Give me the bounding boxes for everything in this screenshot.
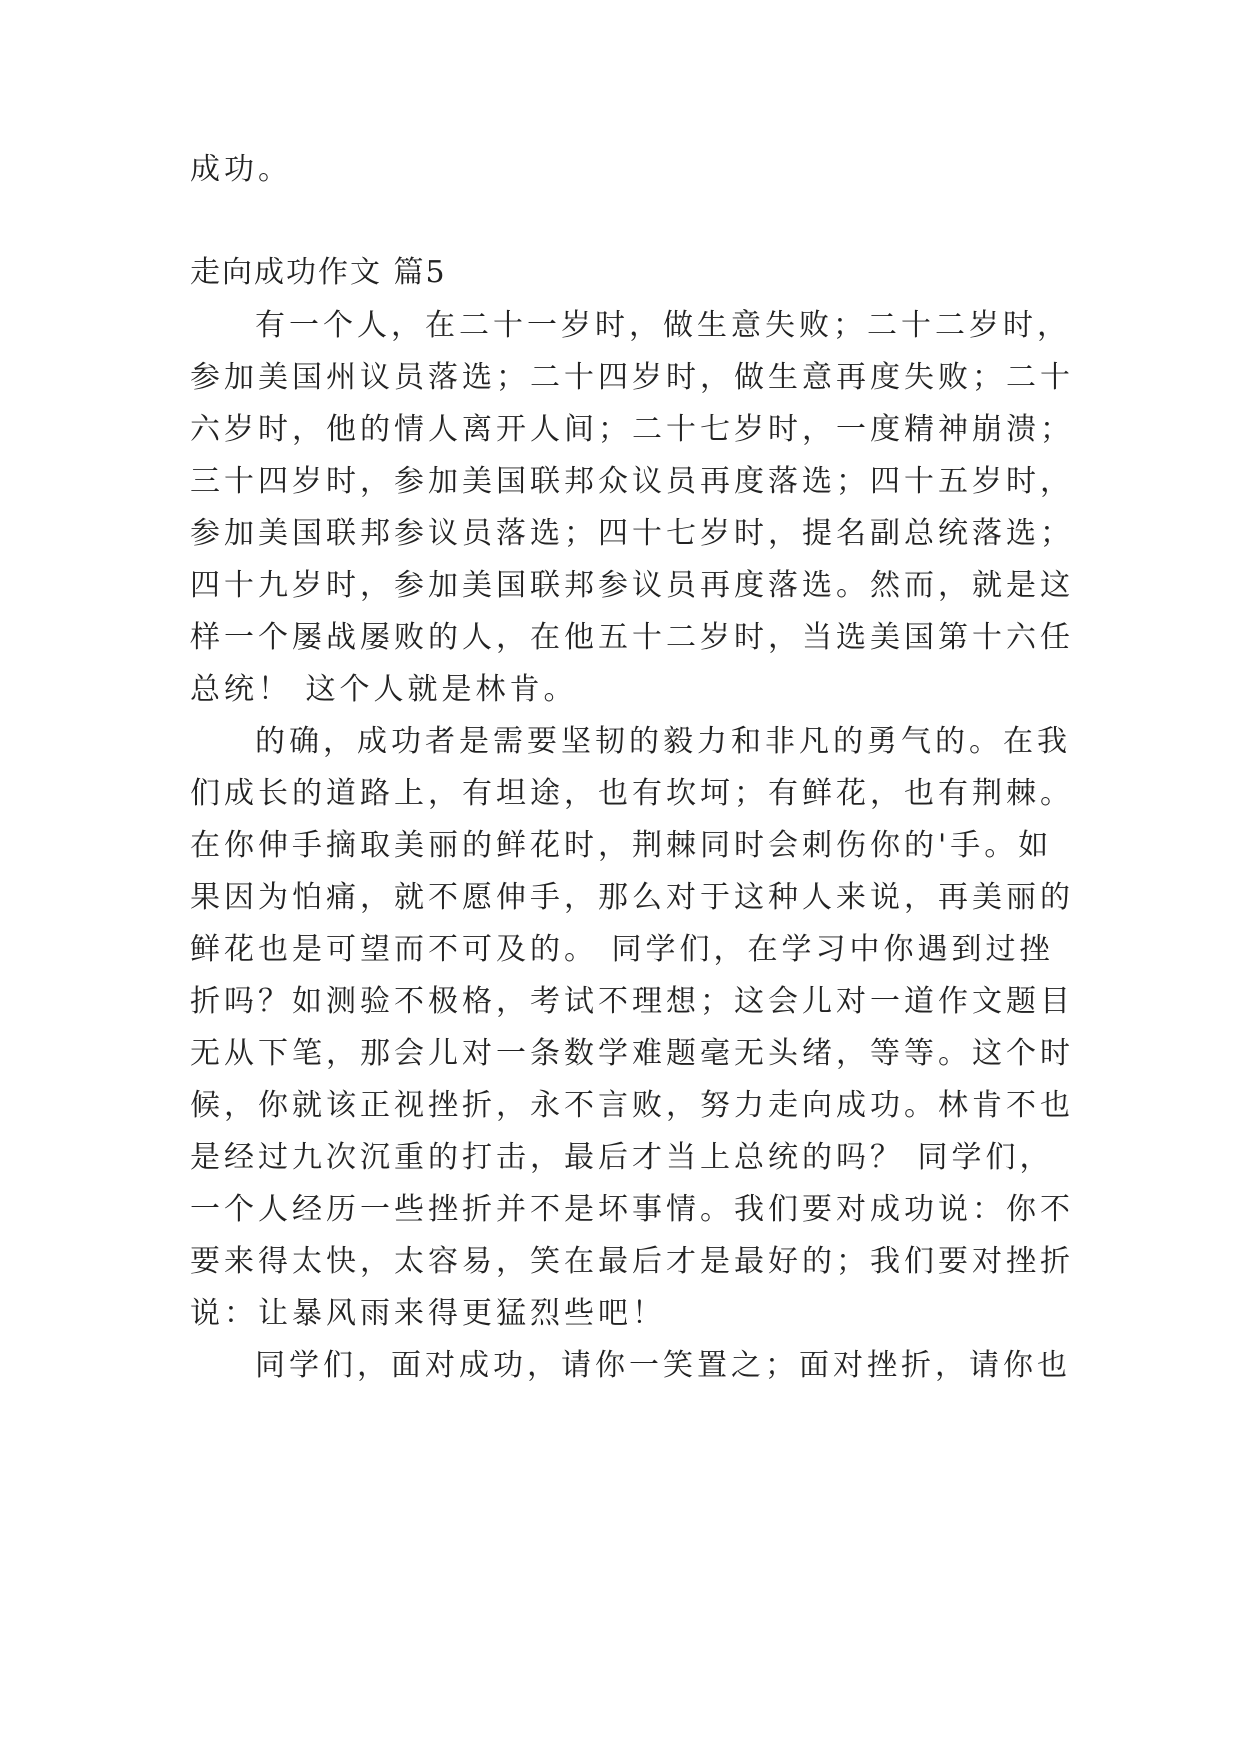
text-line: 同学们，面对成功，请你一笑置之；面对挫折，请你也 bbox=[255, 1348, 1071, 1383]
text-line: 成功。 bbox=[190, 152, 292, 187]
text-line: 折吗？如测验不极格，考试不理想；这会儿对一道作文题目 bbox=[190, 984, 1074, 1019]
text-line: 三十四岁时，参加美国联邦众议员再度落选；四十五岁时， bbox=[190, 464, 1074, 499]
text-line: 六岁时，他的情人离开人间；二十七岁时，一度精神崩溃； bbox=[190, 412, 1074, 447]
text-line: 候，你就该正视挫折，永不言败，努力走向成功。林肯不也 bbox=[190, 1088, 1074, 1123]
text-line: 是经过九次沉重的打击，最后才当上总统的吗？ 同学们， bbox=[190, 1140, 1054, 1175]
text-line: 参加美国州议员落选；二十四岁时，做生意再度失败；二十 bbox=[190, 360, 1074, 395]
text-line: 总统！ 这个人就是林肯。 bbox=[190, 672, 578, 707]
text-line: 说：让暴风雨来得更猛烈些吧！ bbox=[190, 1296, 666, 1331]
section-heading: 走向成功作文 篇5 bbox=[190, 255, 447, 290]
text-line: 在你伸手摘取美丽的鲜花时，荆棘同时会刺伤你的'手。如 bbox=[190, 828, 1053, 863]
text-line: 果因为怕痛，就不愿伸手，那么对于这种人来说，再美丽的 bbox=[190, 880, 1074, 915]
text-line: 参加美国联邦参议员落选；四十七岁时，提名副总统落选； bbox=[190, 516, 1074, 551]
text-line: 们成长的道路上，有坦途，也有坎坷；有鲜花，也有荆棘。 bbox=[190, 776, 1074, 811]
text-line: 有一个人，在二十一岁时，做生意失败；二十二岁时， bbox=[255, 308, 1071, 343]
text-line: 四十九岁时，参加美国联邦参议员再度落选。然而，就是这 bbox=[190, 568, 1074, 603]
text-line: 的确，成功者是需要坚韧的毅力和非凡的勇气的。在我 bbox=[255, 724, 1071, 759]
text-line: 要来得太快，太容易，笑在最后才是最好的；我们要对挫折 bbox=[190, 1244, 1074, 1279]
text-line: 样一个屡战屡败的人，在他五十二岁时，当选美国第十六任 bbox=[190, 620, 1074, 655]
text-line: 无从下笔，那会儿对一条数学难题毫无头绪，等等。这个时 bbox=[190, 1036, 1074, 1071]
text-line: 一个人经历一些挫折并不是坏事情。我们要对成功说：你不 bbox=[190, 1192, 1074, 1227]
text-line: 鲜花也是可望而不可及的。 同学们，在学习中你遇到过挫 bbox=[190, 932, 1054, 967]
